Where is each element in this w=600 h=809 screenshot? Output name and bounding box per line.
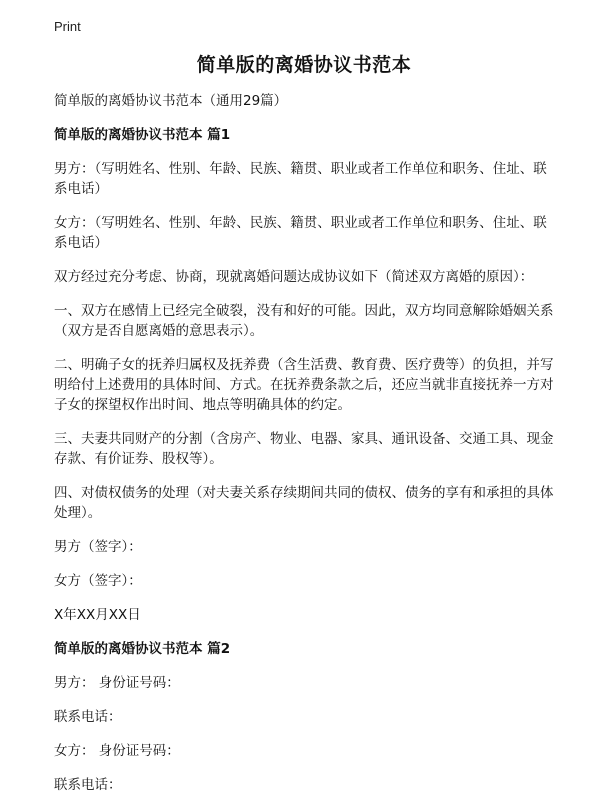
section-1-female-signature: 女方（签字）： <box>54 573 142 589</box>
section-1-female-info: 女方：（写明姓名、性别、年龄、民族、籍贯、职业或者工作单位和职务、住址、联系电话） <box>54 215 547 251</box>
section-2-male-id: 男方： 身份证号码： <box>54 675 180 691</box>
section-1-heading: 简单版的离婚协议书范本 篇1 <box>54 127 231 143</box>
section-2-female-id: 女方： 身份证号码： <box>54 743 180 759</box>
section-1-item-2: 二、明确子女的抚养归属权及抚养费（含生活费、教育费、医疗费等）的负担，并写明给付上述费用的具体时间、方式。在抚养费条款之后，还应当就非直接抚养一方对子女的探望权作出时间、地点等明确具体的约定。 <box>54 357 554 413</box>
document-title: 简单版的离婚协议书范本 <box>196 54 412 76</box>
document-body <box>54 50 554 809</box>
section-2-male-phone: 联系电话： <box>54 709 122 725</box>
section-1-male-info: 男方：（写明姓名、性别、年龄、民族、籍贯、职业或者工作单位和职务、住址、联系电话） <box>54 161 547 197</box>
section-1-date: X年XX月XX日 <box>54 607 141 623</box>
section-2-heading: 简单版的离婚协议书范本 篇2 <box>54 641 231 657</box>
section-1-intro: 双方经过充分考虑、协商，现就离婚问题达成协议如下（简述双方离婚的原因）： <box>54 269 534 285</box>
document-subtitle: 简单版的离婚协议书范本（通用29篇） <box>54 93 288 109</box>
section-1-item-4: 四、对债权债务的处理（对夫妻关系存续期间共同的债权、债务的享有和承担的具体处理）。 <box>54 485 554 521</box>
section-2-female-phone: 联系电话： <box>54 777 122 793</box>
section-1-item-1: 一、双方在感情上已经完全破裂，没有和好的可能。因此，双方均同意解除婚姻关系（双方是否自愿离婚的意思表示）。 <box>54 303 554 339</box>
section-1-item-3: 三、夫妻共同财产的分割（含房产、物业、电器、家具、通讯设备、交通工具、现金存款、有价证券、股权等）。 <box>54 431 554 467</box>
section-1-male-signature: 男方（签字）： <box>54 539 142 555</box>
print-link[interactable]: Print <box>54 19 81 34</box>
